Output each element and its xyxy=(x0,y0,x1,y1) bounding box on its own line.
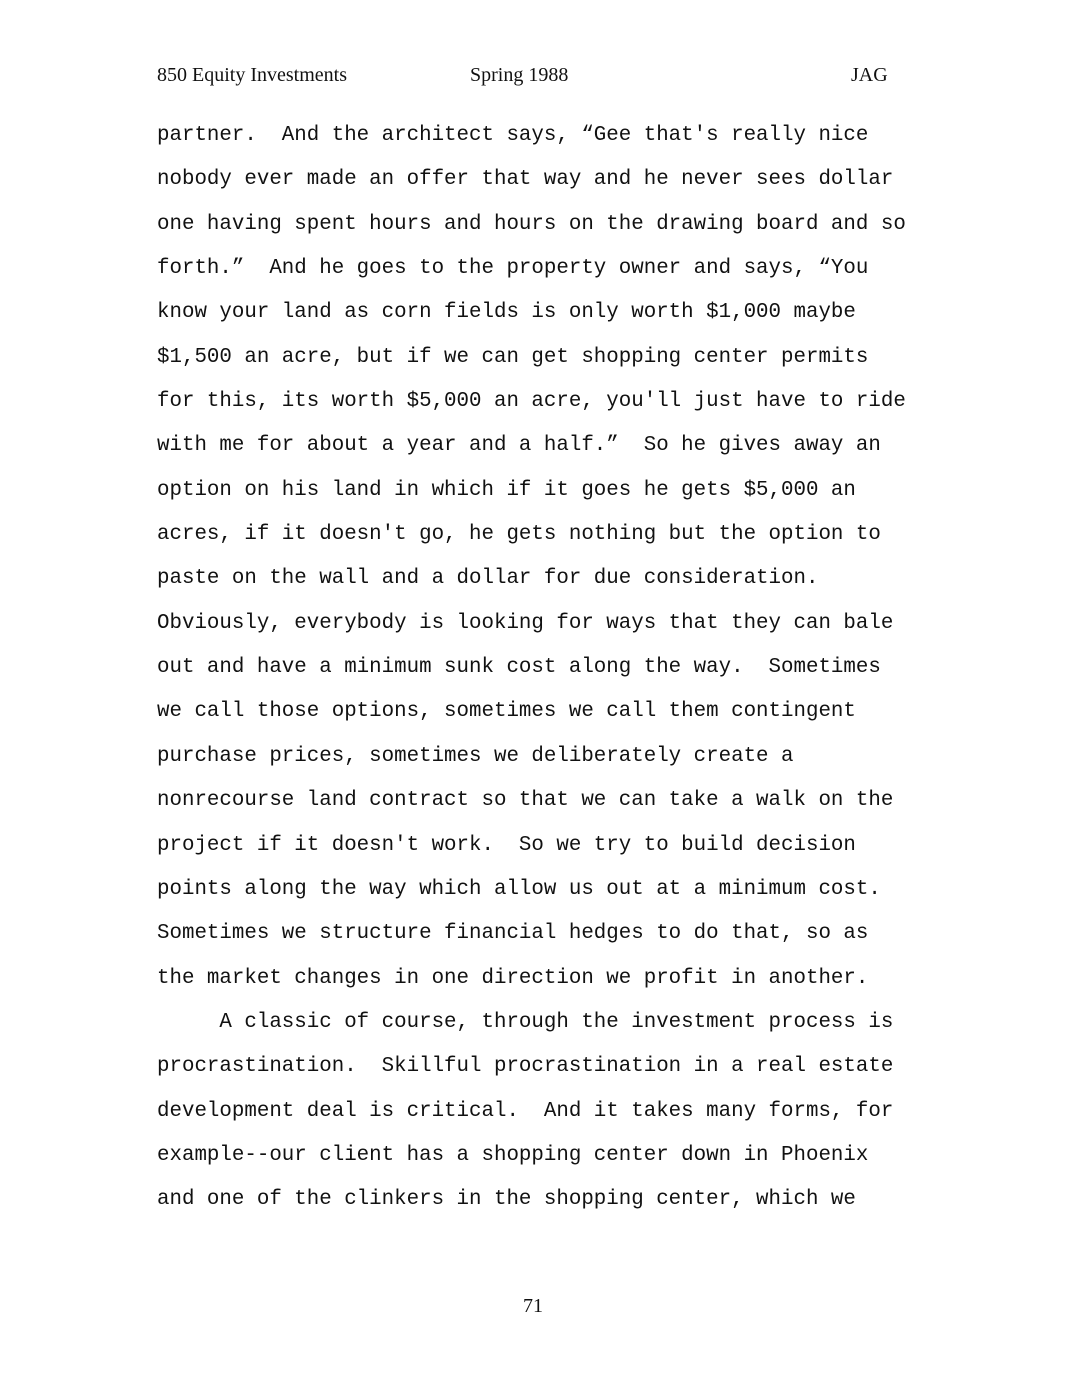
text-line: out and have a minimum sunk cost along the way. Sometimes xyxy=(157,656,881,680)
text-line: acres, if it doesn't go, he gets nothing but the option to xyxy=(157,523,881,547)
header-course-title: 850 Equity Investments xyxy=(157,64,347,86)
text-line: nonrecourse land contract so that we can take a walk on the xyxy=(157,789,894,813)
text-line: one having spent hours and hours on the drawing board and so xyxy=(157,212,906,236)
text-line: and one of the clinkers in the shopping center, which we xyxy=(157,1188,856,1212)
text-line: project if it doesn't work. So we try to build decision xyxy=(157,833,856,857)
text-line: example--our client has a shopping center down in Phoenix xyxy=(157,1143,869,1167)
text-line: forth.” And he goes to the property owner and says, “You xyxy=(157,257,869,281)
text-line: option on his land in which if it goes he gets $5,000 an xyxy=(157,478,856,502)
page-number: 71 xyxy=(523,1295,543,1317)
text-line: nobody ever made an offer that way and he never sees dollar xyxy=(157,168,894,192)
text-line: purchase prices, sometimes we deliberately create a xyxy=(157,744,794,768)
text-line: know your land as corn fields is only worth $1,000 maybe xyxy=(157,301,856,325)
text-line: Obviously, everybody is looking for ways that they can bale xyxy=(157,611,894,635)
text-line: the market changes in one direction we profit in another. xyxy=(157,966,869,990)
text-line: procrastination. Skillful procrastination in a real estate xyxy=(157,1055,894,1079)
text-line: paste on the wall and a dollar for due consideration. xyxy=(157,567,819,591)
text-line: $1,500 an acre, but if we can get shopping center permits xyxy=(157,345,869,369)
text-line: we call those options, sometimes we call them contingent xyxy=(157,700,856,724)
text-line: partner. And the architect says, “Gee that's really nice xyxy=(157,124,869,147)
paragraph-start-line: A classic of course, through the investment process is xyxy=(157,1010,894,1034)
text-line: development deal is critical. And it takes many forms, for xyxy=(157,1099,894,1123)
text-line: for this, its worth $5,000 an acre, you'll just have to ride xyxy=(157,390,906,414)
header-initials: JAG xyxy=(851,64,888,86)
text-line: points along the way which allow us out at a minimum cost. xyxy=(157,877,881,901)
transcript-body xyxy=(157,114,937,1223)
text-line: with me for about a year and a half.” So he gives away an xyxy=(157,434,881,458)
text-line: Sometimes we structure financial hedges to do that, so as xyxy=(157,922,869,946)
header-term: Spring 1988 xyxy=(470,64,569,86)
